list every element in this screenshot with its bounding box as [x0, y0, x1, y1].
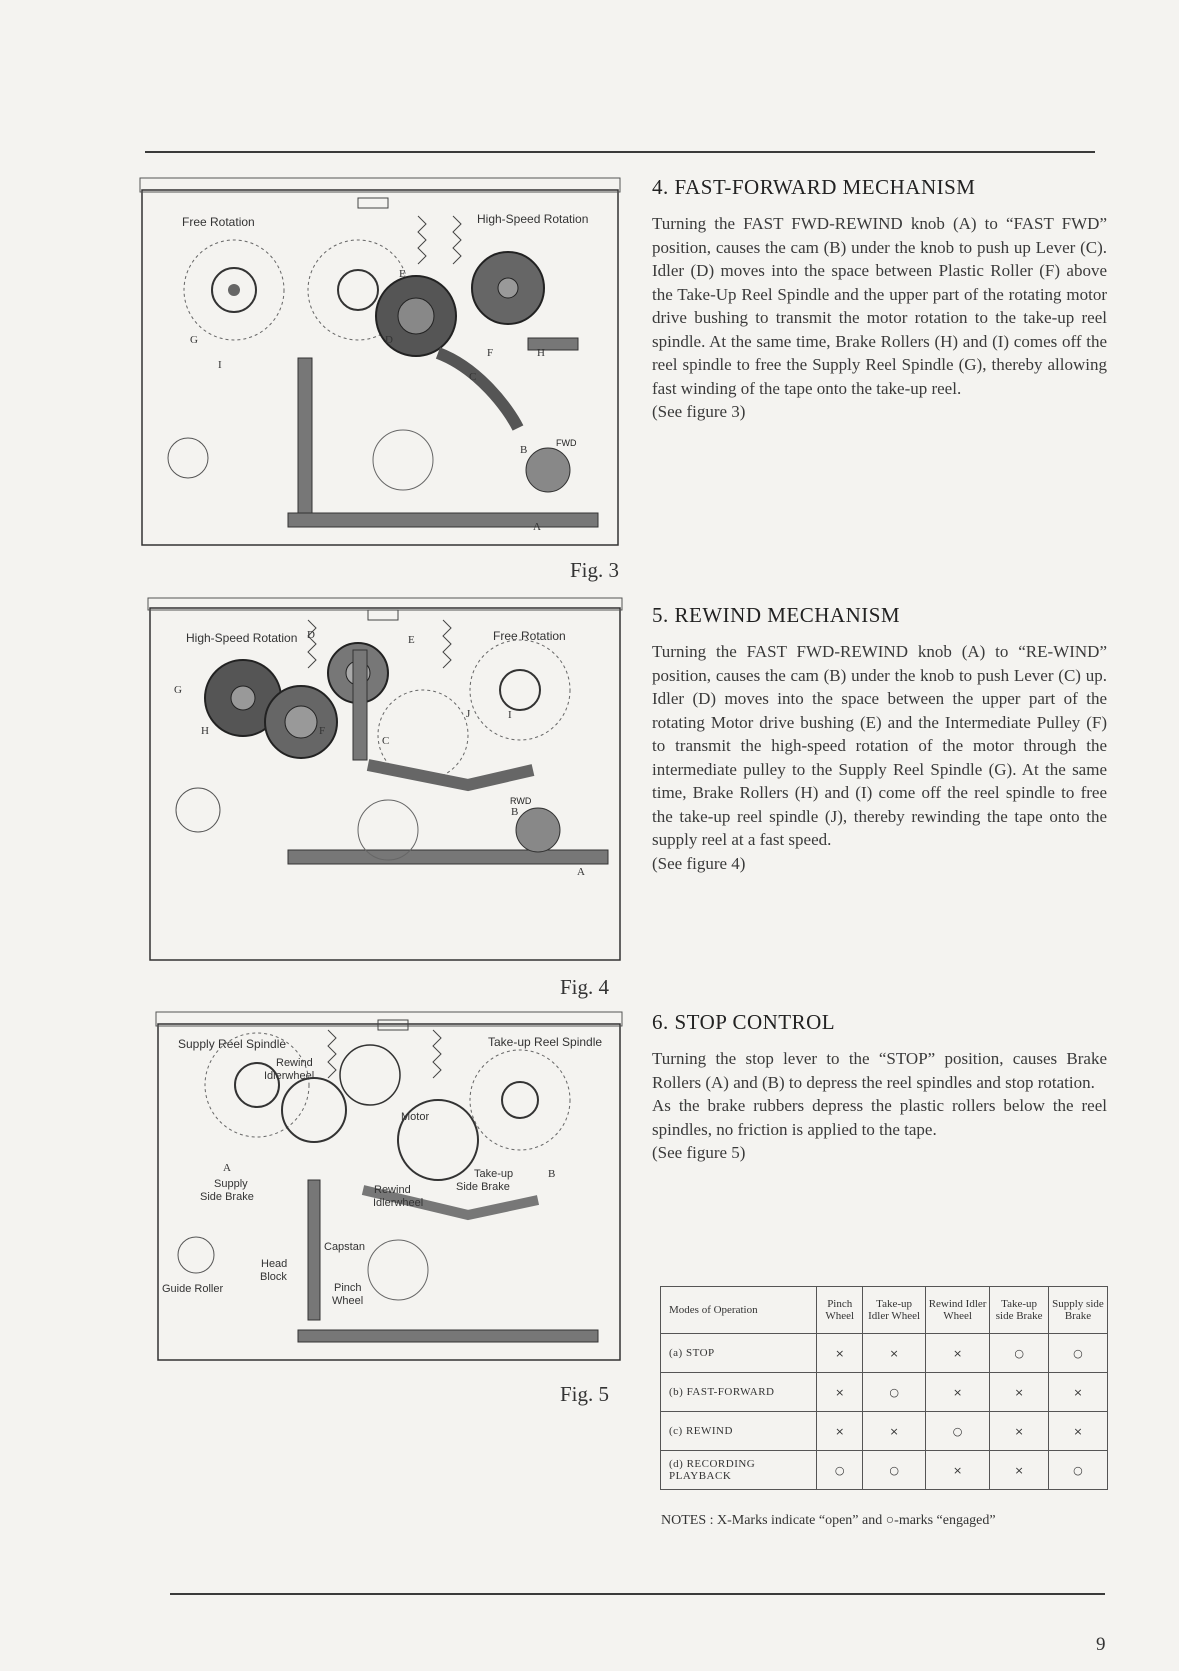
fig4-mode-tag: RWD: [510, 796, 532, 806]
table-cell: ×: [925, 1334, 990, 1373]
fig3-letter-h: H: [537, 347, 545, 359]
section-stop-control: [652, 1010, 1107, 1165]
fig3-letter-a: A: [533, 521, 541, 533]
fig5-part-side-brake-right: Side Brake: [456, 1181, 510, 1193]
fig5-part-wheel: Wheel: [332, 1295, 364, 1307]
section-6-body: Turning the stop lever to the “STOP” position, causes Brake Rollers (A) and (B) to depress the reel spindles and stop rotation.: [652, 1049, 1107, 1092]
table-cell-mode: (c) REWIND: [661, 1412, 817, 1451]
fig4-letter-i: I: [508, 709, 512, 721]
figure-3: [138, 168, 624, 582]
fig3-label-left: Free Rotation: [182, 215, 255, 229]
fig5-part-motor: Motor: [401, 1111, 430, 1123]
fig4-label-left: High-Speed Rotation: [186, 631, 298, 645]
fig3-letter-f: F: [487, 347, 494, 359]
fig4-letter-j: J: [466, 708, 471, 720]
table-cell: ×: [990, 1412, 1049, 1451]
table-cell: ×: [990, 1451, 1049, 1490]
fig5-part-supply: Supply: [214, 1178, 248, 1190]
table-header-cell: Pinch Wheel: [817, 1287, 863, 1334]
fig5-letter-a: A: [223, 1162, 231, 1174]
table-cell: ○: [1048, 1334, 1107, 1373]
table-cell: ×: [925, 1451, 990, 1490]
section-4-title: 4. FAST-FORWARD MECHANISM: [652, 175, 976, 199]
fig4-letter-h: H: [201, 725, 209, 737]
fig3-caption: Fig. 3: [570, 558, 620, 582]
section-6-body-2: As the brake rubbers depress the plastic rollers below the reel spindles, no friction is applied to the tape.: [652, 1096, 1107, 1139]
fig4-letter-b: B: [511, 806, 519, 818]
fig4-label-right: Free Rotation: [493, 629, 566, 643]
fig5-mechanism-drawing: [138, 1000, 624, 1365]
fig5-label-right: Take-up Reel Spindle: [488, 1035, 603, 1049]
table-cell: ○: [863, 1373, 925, 1412]
table-cell-mode: (a) STOP: [661, 1334, 817, 1373]
fig4-letter-d: D: [307, 629, 315, 641]
fig4-mechanism-drawing: [138, 590, 624, 965]
table-cell: ○: [925, 1412, 990, 1451]
page-number: 9: [1096, 1634, 1106, 1655]
modes-of-operation-table: [660, 1286, 1108, 1490]
section-4-body: Turning the FAST FWD-REWIND knob (A) to “FAST FWD” position, causes the cam (B) under the knob to push up Lever (C). Idler (D) moves into the space between Plastic Roller (F) above the Take-Up Reel Spindle and the upper part of the rotating motor drive bushing to transmit the motor rotation to the take-up reel spindle. At the same time, Brake Rollers (H) and (I) comes off the reel spindle to free the Supply Reel Spindle (G), thereby allowing fast winding of the tape onto the take-up reel.: [652, 214, 1107, 398]
table-cell: ×: [863, 1412, 925, 1451]
table-cell: ○: [1048, 1451, 1107, 1490]
section-5-body: Turning the FAST FWD-REWIND knob (A) to “RE-WIND” position, causes the cam (B) under the knob to push Lever (C) up. Idler (D) moves into the space between the upper part of the rotating Motor drive bushing (E) and the Intermediate Pulley (F) to transmit the high-speed rotation of the motor through the intermediate pulley to the Supply Reel Spindle (G). At the same time, Brake Rollers (H) and (I) come off the reel spindle to free the take-up reel spindle (J), thereby rewinding the tape onto the supply reel at a fast speed.: [652, 642, 1107, 849]
fig4-letter-g: G: [174, 684, 182, 696]
table-header-cell: Take-up side Brake: [990, 1287, 1049, 1334]
fig5-caption: Fig. 5: [560, 1382, 610, 1406]
figure-4: [138, 590, 624, 999]
fig3-letter-b: B: [520, 444, 528, 456]
fig5-part-rewind-top: Rewind: [276, 1057, 313, 1069]
table-cell: ×: [817, 1412, 863, 1451]
table-cell: ×: [1048, 1412, 1107, 1451]
table-cell: ×: [990, 1373, 1049, 1412]
fig5-part-side-brake-left: Side Brake: [200, 1191, 254, 1203]
fig4-caption: Fig. 4: [560, 975, 610, 999]
section-5-figure-ref: (See figure 4): [652, 853, 746, 873]
section-5-title: 5. REWIND MECHANISM: [652, 603, 901, 627]
fig5-part-rewind-bottom: Rewind: [374, 1184, 411, 1196]
table-notes: NOTES : X-Marks indicate “open” and ○-marks “engaged”: [661, 1513, 996, 1528]
section-4-figure-ref: (See figure 3): [652, 402, 746, 421]
fig5-part-block: Block: [260, 1271, 287, 1283]
fig5-letter-b: B: [548, 1168, 556, 1180]
table-cell: ×: [817, 1334, 863, 1373]
table-cell-mode: (b) FAST-FORWARD: [661, 1373, 817, 1412]
table-row: [661, 1451, 1108, 1490]
table-cell: ×: [863, 1334, 925, 1373]
section-6-figure-ref: (See figure 5): [652, 1143, 746, 1162]
table-cell: ○: [817, 1451, 863, 1490]
table-row: [661, 1412, 1108, 1451]
fig4-letter-e: E: [408, 634, 415, 646]
table-cell: ×: [1048, 1373, 1107, 1412]
table-header-cell: Rewind Idler Wheel: [925, 1287, 990, 1334]
table-cell: ×: [817, 1373, 863, 1412]
header-rule: [145, 151, 1095, 153]
fig3-letter-d: D: [385, 334, 393, 346]
fig4-letter-f: F: [319, 725, 326, 737]
fig3-letter-c: C: [469, 371, 477, 383]
fig5-part-pinch: Pinch: [334, 1282, 362, 1294]
fig5-part-idlerwheel-bottom: Idlerwheel: [373, 1197, 424, 1209]
fig3-letter-e: E: [399, 268, 406, 280]
fig5-part-idlerwheel-top: Idlerwheel: [264, 1070, 315, 1082]
fig4-letter-c: C: [382, 735, 390, 747]
table-header-row: [661, 1287, 1108, 1334]
fig5-part-takeup: Take-up: [474, 1168, 514, 1180]
fig3-mechanism-drawing: [138, 168, 624, 563]
fig5-label-left: Supply Reel Spindle: [178, 1037, 287, 1051]
table-header-cell: Take-up Idler Wheel: [863, 1287, 925, 1334]
table-row: [661, 1373, 1108, 1412]
fig3-letter-g: G: [190, 334, 198, 346]
table-cell: ○: [990, 1334, 1049, 1373]
fig5-part-head: Head: [261, 1258, 288, 1270]
fig5-part-guide-roller: Guide Roller: [162, 1283, 224, 1295]
table-header-cell: Modes of Operation: [661, 1287, 817, 1334]
table-header-cell: Supply side Brake: [1048, 1287, 1107, 1334]
table-cell: ○: [863, 1451, 925, 1490]
fig5-part-capstan: Capstan: [324, 1241, 365, 1253]
section-rewind: [652, 603, 1107, 875]
fig4-letter-a: A: [577, 866, 585, 878]
table-cell-mode: (d) RECORDING PLAYBACK: [661, 1451, 817, 1490]
section-fast-forward: [652, 175, 1107, 424]
fig3-mode-tag: FWD: [556, 438, 577, 448]
fig3-letter-i: I: [218, 359, 222, 371]
section-6-title: 6. STOP CONTROL: [652, 1010, 836, 1034]
footer-rule: [170, 1593, 1105, 1595]
table-cell: ×: [925, 1373, 990, 1412]
figure-5: [138, 1000, 624, 1406]
fig3-label-right: High-Speed Rotation: [477, 212, 589, 226]
table-row: [661, 1334, 1108, 1373]
